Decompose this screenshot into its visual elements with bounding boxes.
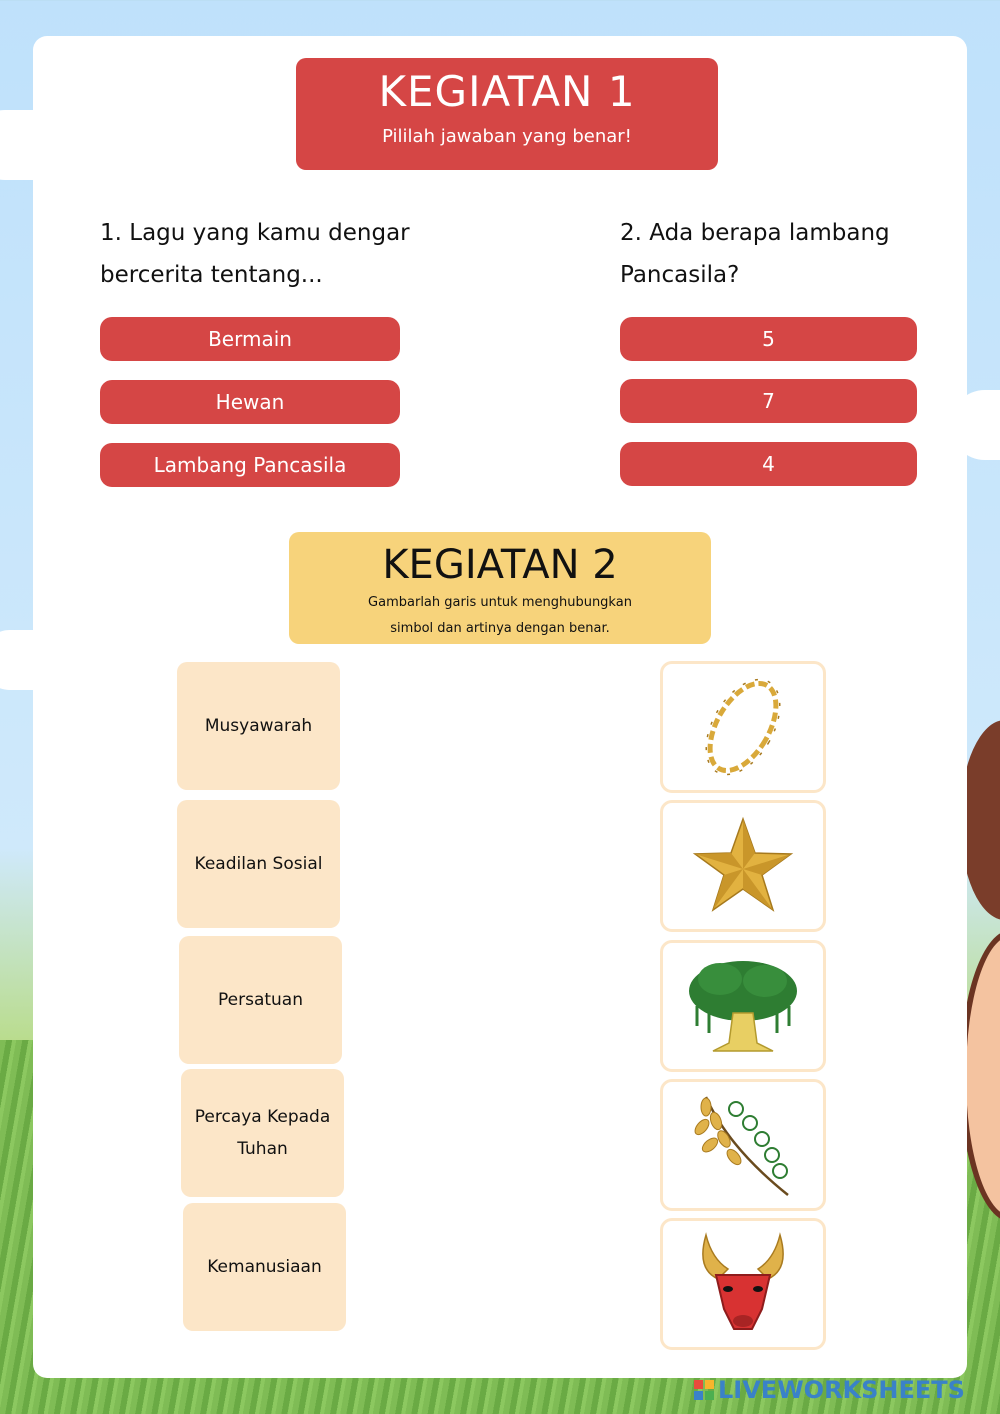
q2-option-4[interactable]: 4	[620, 442, 917, 486]
liveworksheets-logo[interactable]	[694, 1378, 965, 1402]
kegiatan2-title: KEGIATAN 2	[382, 542, 618, 588]
bull-head-icon	[688, 1229, 798, 1339]
chain-icon	[688, 672, 798, 782]
star-icon	[688, 811, 798, 921]
liveworksheets-wordmark: LIVEWORKSHEETS	[718, 1376, 965, 1404]
symbol-rice-cotton-box[interactable]	[660, 1079, 826, 1211]
term-percaya-kepada-tuhan[interactable]: Percaya Kepada Tuhan	[181, 1069, 344, 1197]
term-kemanusiaan[interactable]: Kemanusiaan	[183, 1203, 346, 1331]
symbol-bull-box[interactable]	[660, 1218, 826, 1350]
term-musyawarah[interactable]: Musyawarah	[177, 662, 340, 790]
kegiatan1-subtitle: Pililah jawaban yang benar!	[382, 126, 632, 147]
banyan-tree-icon	[685, 951, 801, 1061]
term-keadilan-sosial[interactable]: Keadilan Sosial	[177, 800, 340, 928]
term-persatuan[interactable]: Persatuan	[179, 936, 342, 1064]
rice-cotton-icon	[688, 1087, 798, 1203]
symbol-star-box[interactable]	[660, 800, 826, 932]
q1-option-bermain[interactable]: Bermain	[100, 317, 400, 361]
kegiatan2-subtitle: Gambarlah garis untuk menghubungkan simbol dan artinya dengan benar.	[368, 595, 632, 636]
q1-option-lambang-pancasila[interactable]: Lambang Pancasila	[100, 443, 400, 487]
symbol-tree-box[interactable]	[660, 940, 826, 1072]
kegiatan1-title: KEGIATAN 1	[378, 67, 636, 116]
q2-option-5[interactable]: 5	[620, 317, 917, 361]
question-2-text: 2. Ada berapa lambang Pancasila?	[620, 220, 890, 288]
kegiatan2-banner	[289, 532, 711, 644]
liveworksheets-mark-icon	[694, 1380, 714, 1400]
question-1-text: 1. Lagu yang kamu dengar bercerita tentang...	[100, 220, 410, 288]
q1-option-hewan[interactable]: Hewan	[100, 380, 400, 424]
kegiatan1-banner	[296, 58, 718, 170]
symbol-chain-box[interactable]	[660, 661, 826, 793]
q2-option-7[interactable]: 7	[620, 379, 917, 423]
